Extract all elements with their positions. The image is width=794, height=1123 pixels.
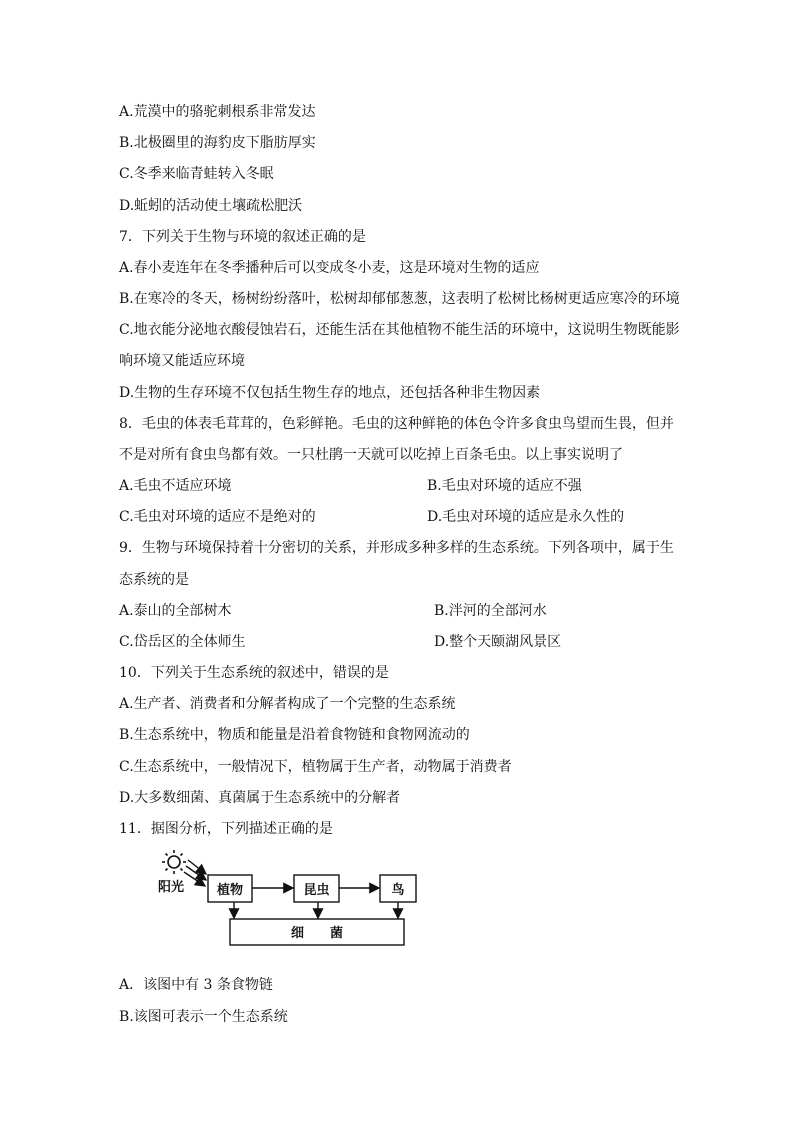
option-c-prev: C.冬季来临青蛙转入冬眠: [119, 166, 274, 182]
question-8-option-b: B.毛虫对环境的适应不强: [427, 478, 582, 494]
option-b-prev: B.北极圈里的海豹皮下脂肪厚实: [119, 135, 316, 151]
question-11-option-b: B.该图可表示一个生态系统: [119, 1009, 288, 1025]
question-9-option-d: D.整个天颐湖风景区: [434, 634, 562, 650]
question-7-stem: 7．下列关于生物与环境的叙述正确的是: [119, 229, 366, 245]
bacteria-label: 细 菌: [290, 926, 344, 941]
question-8-option-d: D.毛虫对环境的适应是永久性的: [427, 509, 625, 525]
question-10-option-b: B.生态系统中，物质和能量是沿着食物链和食物网流动的: [119, 727, 470, 743]
bird-label: 鸟: [391, 883, 405, 898]
question-10-stem: 10．下列关于生态系统的叙述中，错误的是: [119, 665, 389, 681]
question-10-option-d: D.大多数细菌、真菌属于生态系统中的分解者: [119, 790, 401, 806]
question-9-option-a: A.泰山的全部树木: [119, 603, 232, 619]
question-8-stem-line1: 8．毛虫的体表毛茸茸的，色彩鲜艳。毛虫的这种鲜艳的体色令许多食虫鸟望而生畏，但并: [119, 416, 674, 432]
question-8-option-a: A.毛虫不适应环境: [119, 478, 232, 494]
question-7-option-c-line1: C.地衣能分泌地衣酸侵蚀岩石，还能生活在其他植物不能生活的环境中，这说明生物既能影: [119, 322, 680, 338]
question-10-option-c: C.生态系统中，一般情况下，植物属于生产者，动物属于消费者: [119, 759, 512, 775]
question-11-stem: 11．据图分析，下列描述正确的是: [119, 821, 333, 837]
question-8-stem-line2: 不是对所有食虫鸟都有效。一只杜鹃一天就可以吃掉上百条毛虫。以上事实说明了: [119, 447, 623, 463]
option-a-prev: A.荒漠中的骆驼刺根系非常发达: [119, 104, 316, 120]
question-9-option-b: B.泮河的全部河水: [434, 603, 547, 619]
insect-label: 昆虫: [303, 883, 330, 898]
plant-label: 植物: [216, 883, 244, 898]
question-11-option-a: A．该图中有 3 条食物链: [119, 977, 273, 993]
question-7-option-b: B.在寒冷的冬天，杨树纷纷落叶，松树却郁郁葱葱，这表明了松树比杨树更适应寒冷的环境: [119, 291, 680, 307]
sun-icon: [162, 850, 186, 874]
question-9-option-c: C.岱岳区的全体师生: [119, 634, 246, 650]
food-web-diagram: [150, 848, 450, 953]
question-7-option-a: A.春小麦连年在冬季播种后可以变成冬小麦，这是环境对生物的适应: [119, 260, 540, 276]
question-7-option-c-line2: 响环境又能适应环境: [119, 353, 245, 369]
question-10-option-a: A.生产者、消费者和分解者构成了一个完整的生态系统: [119, 696, 456, 712]
question-9-stem-line1: 9．生物与环境保持着十分密切的关系，并形成多种多样的生态系统。下列各项中，属于生: [119, 540, 674, 556]
question-9-stem-line2: 态系统的是: [119, 572, 189, 588]
question-7-option-d: D.生物的生存环境不仅包括生物生存的地点，还包括各种非生物因素: [119, 385, 541, 401]
sun-label: 阳光: [158, 880, 185, 895]
option-d-prev: D.蚯蚓的活动使土壤疏松肥沃: [119, 198, 303, 214]
question-8-option-c: C.毛虫对环境的适应不是绝对的: [119, 509, 316, 525]
